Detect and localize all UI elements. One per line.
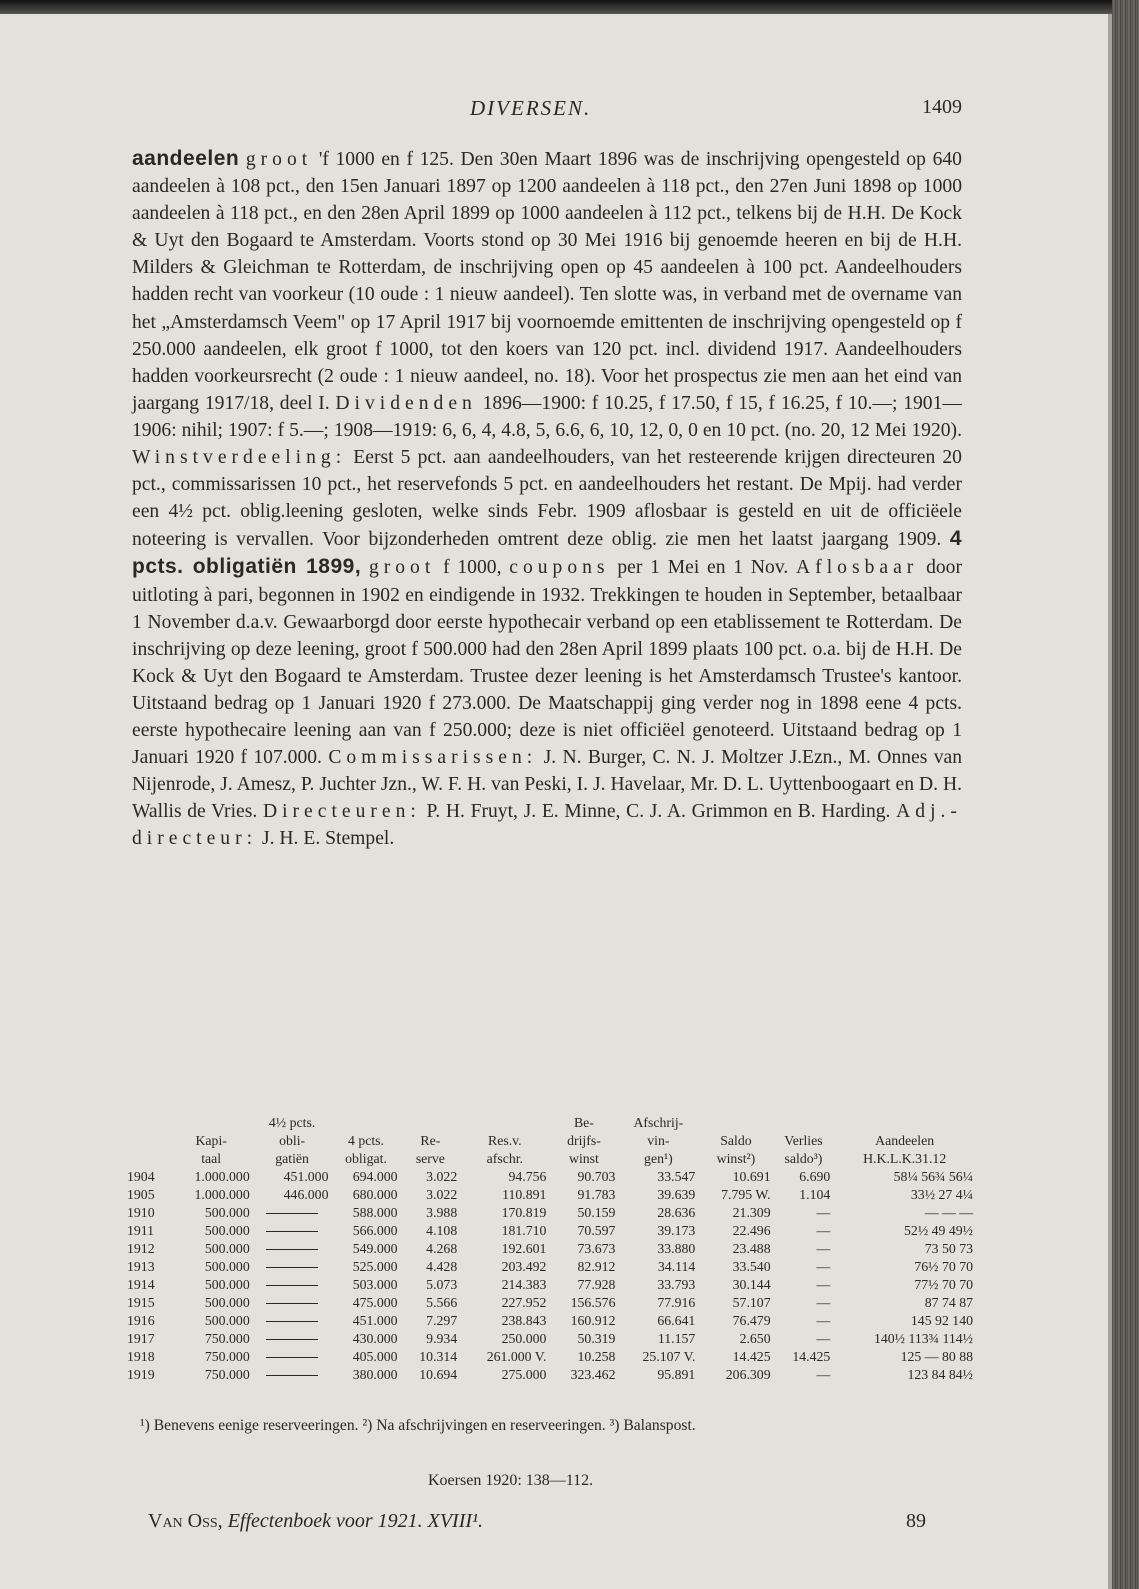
table-row xyxy=(124,1348,976,1366)
table-cell: 76.479 xyxy=(732,1313,771,1328)
table-row xyxy=(124,1258,976,1276)
table-row xyxy=(124,1312,976,1330)
table-cell: 1910 xyxy=(127,1205,155,1220)
table-cell: 500.000 xyxy=(204,1277,250,1292)
table-cell: 33.793 xyxy=(657,1277,696,1292)
table-cell: 14.425 xyxy=(792,1349,831,1364)
book-edge xyxy=(1112,0,1139,1589)
table-row xyxy=(124,1186,976,1204)
table-cell: 1905 xyxy=(127,1187,155,1202)
table-cell: — xyxy=(816,1223,831,1238)
table-cell: 380.000 xyxy=(352,1367,398,1382)
table-cell: 50.319 xyxy=(577,1331,616,1346)
table-cell: 6.690 xyxy=(799,1169,831,1184)
table-header-row xyxy=(124,1114,976,1168)
table-cell: 227.952 xyxy=(501,1295,547,1310)
table-cell: 405.000 xyxy=(352,1349,398,1364)
table-cell xyxy=(253,1330,332,1348)
table-row xyxy=(124,1240,976,1258)
table-cell: 33.880 xyxy=(657,1241,696,1256)
table-cell: 1.000.000 xyxy=(194,1187,250,1202)
table-cell: 1916 xyxy=(127,1313,155,1328)
spaced-term-aflosbaar: Aflosbaar xyxy=(796,557,919,579)
table-cell: — xyxy=(816,1241,831,1256)
table-cell: 10.314 xyxy=(419,1349,458,1364)
spaced-term-dividenden: Dividenden xyxy=(335,392,477,414)
table-cell: 34.114 xyxy=(657,1259,696,1274)
table-cell: 91.783 xyxy=(577,1187,616,1202)
table-cell: 145 92 140 xyxy=(910,1313,973,1328)
table-header-cell: Re- serve xyxy=(415,1133,445,1166)
table-cell: 170.819 xyxy=(501,1205,547,1220)
table-cell: 9.934 xyxy=(426,1331,458,1346)
table-cell: 14.425 xyxy=(732,1349,771,1364)
footer-source xyxy=(148,1510,483,1533)
table-cell: 1919 xyxy=(127,1367,155,1382)
table-cell xyxy=(253,1312,332,1330)
financial-table xyxy=(124,1114,976,1384)
table-cell: 1913 xyxy=(127,1259,155,1274)
table-cell: 451.000 xyxy=(352,1313,398,1328)
table-header-cell xyxy=(124,1114,170,1168)
text-run: J. N. Burger, C. N. J. Moltzer J.Ezn., M. Onnes van Nijenrode, J. Amesz, P. Juchter Jzn., W. F. H. van Peski, I. J. Havelaar, Mr. D. L. Uyttenboogaart en D. H. Wallis de Vries. xyxy=(132,747,963,823)
table-header-cell: Kapi- taal xyxy=(195,1133,227,1166)
table-cell: 1914 xyxy=(127,1277,155,1292)
table-cell: 140½ 113¾ 114½ xyxy=(873,1331,973,1346)
table-cell: 214.383 xyxy=(501,1277,547,1292)
table-cell xyxy=(253,1348,332,1366)
text-run: door uitloting à pari, begonnen in 1902 en eindigende in 1932. Trekkingen te houden in September, betaalbaar 1 November d.a.v. Gewaarborgd door eerste hypothecair verband op een etablissement te Rotterdam. De inschrijving op deze leening, groot f 500.000 had den 28en April 1899 plaats 100 pct. o.a. bij de H.H. De Kock & Uyt den Bogaard te Amsterdam. Trustee dezer leening is het Amsterdamsch Trustee's kantoor. Uitstaand bedrag op 1 Januari 1920 f 273.000. De Maatschappij ging verder nog in 1898 eene 4 pcts. eerste hypothecaire leening aan van f 250.000; deze is niet officiëel genoteerd. Uitstaand bedrag op 1 Januari 1920 f 107.000. xyxy=(132,557,962,769)
table-cell: 1915 xyxy=(127,1295,155,1310)
table-cell: 446.000 xyxy=(283,1187,329,1202)
table-cell: 3.988 xyxy=(426,1205,458,1220)
spaced-term-adj-directeur: Adj.-directeur: xyxy=(132,801,962,850)
table-row xyxy=(124,1276,976,1294)
table-row xyxy=(124,1222,976,1240)
table-cell xyxy=(253,1204,332,1222)
table-cell: — xyxy=(816,1277,831,1292)
table-cell: 525.000 xyxy=(352,1259,398,1274)
table-cell: 238.843 xyxy=(501,1313,547,1328)
body-text xyxy=(132,145,962,852)
table-cell xyxy=(253,1366,332,1384)
table-cell: 1904 xyxy=(127,1169,155,1184)
table-cell: 58¼ 56¾ 56¼ xyxy=(893,1169,973,1184)
table-header-cell: Aandeelen H.K.L.K.31.12 xyxy=(863,1133,947,1166)
table-cell: 500.000 xyxy=(204,1259,250,1274)
table-cell: 57.107 xyxy=(732,1295,771,1310)
table-header-cell: Verlies saldo³) xyxy=(784,1133,823,1166)
table-header-cell: Saldo winst²) xyxy=(716,1133,756,1166)
table-cell: 275.000 xyxy=(501,1367,547,1382)
table-cell: 680.000 xyxy=(352,1187,398,1202)
footer-book-title: Effectenboek voor 1921. xyxy=(227,1510,423,1532)
table-cell: 1912 xyxy=(127,1241,155,1256)
keyword-obligatien: 4 pcts. obligatiën 1899, xyxy=(132,527,962,579)
text-run: 1896—1900: f 10.25, f 17.50, f 15, f 16.25, f 10.—; 1901—1906: nihil; 1907: f 5.—; 1908—1919: 6, 6, 4, 4.8, 5, 6.6, 6, 10, 12, 0, 0 en 10 pct. (no. 20, 12 Mei 1920). xyxy=(132,392,962,441)
table-row xyxy=(124,1366,976,1384)
table-cell xyxy=(253,1222,332,1240)
table-cell: — xyxy=(816,1295,831,1310)
table-cell xyxy=(253,1240,332,1258)
spaced-term-coupons: coupons xyxy=(509,557,610,579)
table-cell: 750.000 xyxy=(204,1367,250,1382)
table-cell: 323.462 xyxy=(570,1367,616,1382)
table-cell: 1917 xyxy=(127,1331,155,1346)
table-cell: 110.891 xyxy=(502,1187,547,1202)
table-header-cell: Res.v. afschr. xyxy=(486,1133,524,1166)
table-cell: 125 — 80 88 xyxy=(900,1349,973,1364)
table-cell: 475.000 xyxy=(352,1295,398,1310)
table-cell: 2.650 xyxy=(739,1331,771,1346)
table-cell: 10.258 xyxy=(577,1349,616,1364)
table-cell: 500.000 xyxy=(204,1205,250,1220)
table-cell: 95.891 xyxy=(657,1367,696,1382)
table-cell: 22.496 xyxy=(732,1223,771,1238)
scan-top-border xyxy=(0,0,1139,14)
table-cell: 500.000 xyxy=(204,1223,250,1238)
table-cell: 7.297 xyxy=(426,1313,458,1328)
koersen-line: Koersen 1920: 138—112. xyxy=(428,1472,594,1489)
text-run: 'f 1000 en f 125. Den 30en Maart 1896 was de inschrijving opengesteld op 640 aandeelen à 108 pct., den 15en Januari 1897 op 1200 aandeelen à 118 pct., den 27en Juni 1898 op 1000 aandeelen à 118 pct., en den 28en April 1899 op 1000 aandeelen à 112 pct., telkens bij de H.H. De Kock & Uyt den Bogaard te Amsterdam. Voorts stond op 30 Mei 1916 bij genoemde heeren en bij de H.H. Milders & Gleichman te Rotterdam, de inschrijving open op 45 aandeelen à 100 pct. Aandeelhouders hadden recht van voorkeur (10 oude : 1 nieuw aandeel). Ten slotte was, in verband met de overname van het „Amsterdamsch Veem" op 17 April 1917 bij voornoemde emittenten de inschrijving opengesteld op f 250.000 aandeelen, elk groot f 1000, tot den koers van 120 pct. incl. dividend 1917. Aandeelhouders hadden voorkeursrecht (2 oude : 1 nieuw aandeel, no. 18). Voor het prospectus zie men aan het eind van jaargang 1917/18, deel I. xyxy=(132,149,962,414)
table-cell xyxy=(253,1258,332,1276)
spaced-term-directeuren: Directeuren: xyxy=(262,801,421,823)
footer-volume: XVIII¹. xyxy=(427,1510,484,1532)
table-cell: 70.597 xyxy=(577,1223,616,1238)
text-run: Eerst 5 pct. aan aandeelhouders, van het resteerende krijgen directeuren 20 pct., commissarissen 10 pct., het reservefonds 5 pct. en aandeelhouders het restant. De Mpij. had verder een 4½ pct. oblig.leening gesloten, welke sinds Febr. 1909 aflosbaar is gesteld en uit de officiëele noteering is vervallen. Voor bijzonderheden omtrent deze oblig. zie men het laatst jaargang 1909. xyxy=(132,447,962,551)
text-run: P. H. Fruyt, J. E. Minne, C. J. A. Grimmon en B. Harding. xyxy=(426,801,891,823)
table-cell: 77.916 xyxy=(657,1295,696,1310)
table-cell: 3.022 xyxy=(426,1169,458,1184)
table-cell: 7.795 W. xyxy=(721,1187,771,1202)
table-cell: 10.694 xyxy=(419,1367,458,1382)
table-cell: 50.159 xyxy=(577,1205,616,1220)
table-cell: 52½ 49 49½ xyxy=(904,1223,973,1238)
table-cell: 160.912 xyxy=(570,1313,616,1328)
table-cell: 500.000 xyxy=(204,1313,250,1328)
table-cell: 94.756 xyxy=(508,1169,547,1184)
table-cell: — xyxy=(816,1205,831,1220)
table-cell: 1911 xyxy=(127,1223,155,1238)
table-cell: 123 84 84½ xyxy=(907,1367,973,1382)
table-cell: 1.104 xyxy=(799,1187,831,1202)
table-row xyxy=(124,1168,976,1186)
table-cell: 750.000 xyxy=(204,1349,250,1364)
keyword-aandeelen: aandeelen xyxy=(132,147,240,170)
table-cell: 77.928 xyxy=(577,1277,616,1292)
table-cell: 588.000 xyxy=(352,1205,398,1220)
text-run: f 1000, xyxy=(443,557,502,579)
table-cell: 77½ 70 70 xyxy=(914,1277,973,1292)
spaced-term-winstverdeeling: Winstverdeeling: xyxy=(132,447,347,469)
table-cell: 28.636 xyxy=(657,1205,696,1220)
table-cell: 10.691 xyxy=(732,1169,771,1184)
table-cell: — xyxy=(816,1259,831,1274)
table-cell: 5.566 xyxy=(426,1295,458,1310)
table-cell: 500.000 xyxy=(204,1295,250,1310)
table-cell: 1.000.000 xyxy=(194,1169,250,1184)
table-cell: 566.000 xyxy=(352,1223,398,1238)
table-cell: 39.173 xyxy=(657,1223,696,1238)
table-cell: 4.428 xyxy=(426,1259,458,1274)
table-cell: 66.641 xyxy=(657,1313,696,1328)
table-cell: 4.268 xyxy=(426,1241,458,1256)
table-cell: — xyxy=(816,1331,831,1346)
footer-page-number: 89 xyxy=(906,1510,926,1532)
table-cell: 39.639 xyxy=(657,1187,696,1202)
table-cell: 82.912 xyxy=(577,1259,616,1274)
footer-publisher: Van Oss, xyxy=(148,1510,223,1532)
running-header xyxy=(130,96,962,124)
table-cell: 500.000 xyxy=(204,1241,250,1256)
table-cell: 76½ 70 70 xyxy=(914,1259,973,1274)
table-cell: 21.309 xyxy=(732,1205,771,1220)
table-body xyxy=(124,1168,976,1384)
table-cell: 23.488 xyxy=(732,1241,771,1256)
spaced-term: groot xyxy=(245,149,313,170)
table-cell: 11.157 xyxy=(657,1331,696,1346)
text-run: per 1 Mei en 1 Nov. xyxy=(617,557,789,579)
table-header-cell: 4 pcts. obligat. xyxy=(345,1133,387,1166)
table-cell: 4.108 xyxy=(426,1223,458,1238)
footnotes: ¹) Benevens eenige reserveeringen. ²) Na afschrijvingen en reserveeringen. ³) Balanspost. xyxy=(140,1417,696,1434)
table-cell: 90.703 xyxy=(577,1169,616,1184)
header-page-number: 1409 xyxy=(922,96,962,118)
table-cell: 203.492 xyxy=(501,1259,547,1274)
table-header-cell: 4½ pcts. obli- gatiën xyxy=(268,1115,316,1166)
table-cell: 181.710 xyxy=(501,1223,547,1238)
table-cell: 503.000 xyxy=(352,1277,398,1292)
table-cell: 1918 xyxy=(127,1349,155,1364)
table-cell: 261.000 V. xyxy=(486,1349,547,1364)
text-run: J. H. E. Stempel. xyxy=(261,828,395,850)
spaced-term-commissarissen: Commissarissen: xyxy=(328,747,538,769)
table-cell: — xyxy=(816,1313,831,1328)
table-cell: 73.673 xyxy=(577,1241,616,1256)
table-cell xyxy=(253,1276,332,1294)
table-cell: 430.000 xyxy=(352,1331,398,1346)
table-cell: 5.073 xyxy=(426,1277,458,1292)
table-cell: 206.309 xyxy=(725,1367,771,1382)
paragraph xyxy=(132,145,962,852)
table-cell: 33½ 27 4¼ xyxy=(910,1187,973,1202)
header-title: DIVERSEN. xyxy=(470,96,592,120)
table-cell: 3.022 xyxy=(426,1187,458,1202)
table-row xyxy=(124,1294,976,1312)
table-header-cell: Afschrij- vin- gen¹) xyxy=(633,1115,684,1166)
table-cell: 73 50 73 xyxy=(924,1241,973,1256)
table-cell: 250.000 xyxy=(501,1331,547,1346)
table-row xyxy=(124,1330,976,1348)
table-cell: 750.000 xyxy=(204,1331,250,1346)
table-cell: 33.547 xyxy=(657,1169,696,1184)
table-cell: 156.576 xyxy=(570,1295,616,1310)
table-cell: 694.000 xyxy=(352,1169,398,1184)
table-cell: — — — xyxy=(924,1205,973,1220)
table-cell: — xyxy=(816,1367,831,1382)
table-cell: 549.000 xyxy=(352,1241,398,1256)
table-cell: 30.144 xyxy=(732,1277,771,1292)
table-cell: 192.601 xyxy=(501,1241,547,1256)
table-cell: 451.000 xyxy=(283,1169,329,1184)
spaced-term: groot xyxy=(368,557,436,579)
table-cell: 33.540 xyxy=(732,1259,771,1274)
table-cell: 25.107 V. xyxy=(642,1349,696,1364)
table-header-cell: Be- drijfs- winst xyxy=(567,1115,601,1166)
table-cell xyxy=(253,1294,332,1312)
table-cell: 87 74 87 xyxy=(924,1295,973,1310)
table-row xyxy=(124,1204,976,1222)
